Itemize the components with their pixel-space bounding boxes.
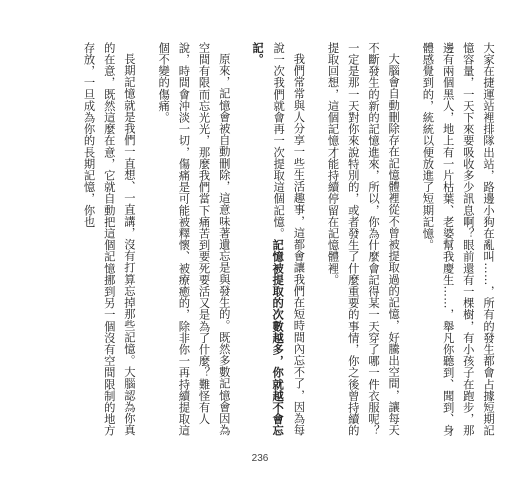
paragraph-3-bold-emphasis: 記憶被提取的次數越多，你就越不會忘記。	[250, 42, 286, 437]
page-number: 236	[251, 453, 269, 464]
paragraph-2	[322, 42, 403, 442]
vertical-text-body	[78, 42, 498, 442]
paragraph-3-text: 我們常常與人分享一些生活趣事，這都會讓我們在短時間內忘不了，因為每說一次我們就會再一次提取這個記憶。	[272, 42, 306, 437]
paragraph-5-text: 長期記憶就是我們一直想、一直講，沒有打算忘掉那些記憶。大腦認為你真的在意，既然這麼在意，它就自動把這個記憶挪到另一個沒有空間限制的地方存放，一旦成為你的長期記憶，你也	[82, 42, 136, 437]
paragraph-gap	[403, 42, 417, 442]
paragraph-2-text: 大腦會自動刪除存在記憶體裡從不曾被提取過的記憶，好騰出空間，讓每天不斷發生的新的記憶進來，所以，你為什麼會記得某一天穿了哪一件衣服呢？一定是那一天對你來說特別的，或者發生了什麼重要的事情，你之後曾持續的提取回想，這個記憶才能持續停留在記憶體裡。	[326, 42, 401, 437]
paragraph-gap	[308, 42, 322, 442]
paragraph-1-text: 大家在捷運站裡排隊出站，路邊小狗在亂叫……，所有的發生都會占據短期記憶容量，一天下來要吸收多少訊息啊？眼前還有一棵樹，有小孩子在跑步，那邊有兩個黑人，地上有一片枯葉、老婆幫我慶生……，舉凡你聽到、聞到、身體感覺到的，統統以便放進了短期記憶。	[421, 42, 495, 437]
paragraph-1	[417, 42, 498, 442]
paragraph-5	[78, 42, 139, 442]
paragraph-4	[153, 42, 234, 442]
paragraph-4-text: 原來，記憶會被自動刪除，這意味著遺忘是與發生的。既然多數記憶會因為空間有限而忘光光，那麼我們當下痛苦到要死要活又是為了什麼？難怪有人說，時間會沖淡一切，傷痛是可能被釋懷、被療癒的，除非你一再持續提取這個不變的傷痛。	[157, 42, 231, 437]
paragraph-gap	[234, 42, 248, 442]
paragraph-gap	[139, 42, 153, 442]
paragraph-3	[248, 42, 309, 442]
